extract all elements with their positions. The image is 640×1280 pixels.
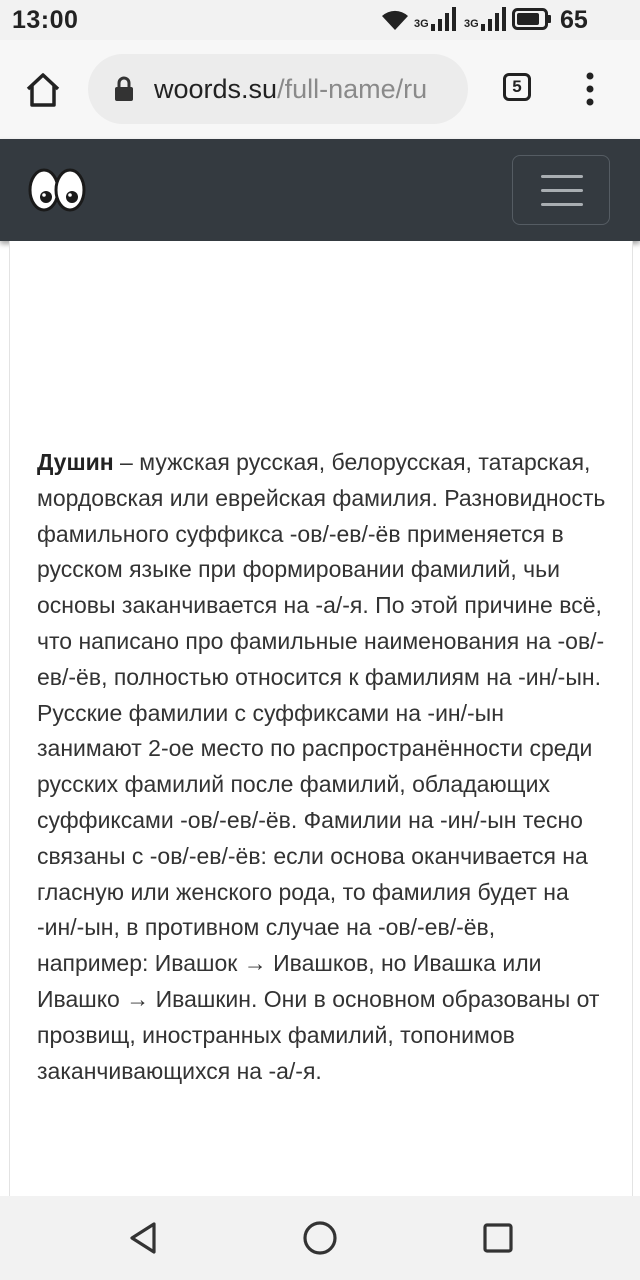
network-type-1: 3G: [414, 18, 429, 30]
site-navbar: [0, 139, 640, 241]
status-time: 13:00: [12, 6, 79, 34]
hamburger-line: [541, 175, 583, 178]
article-body: [37, 445, 607, 1089]
wifi-icon: [380, 8, 410, 32]
home-circle-icon[interactable]: [302, 1220, 338, 1256]
back-icon[interactable]: [126, 1220, 160, 1256]
recents-icon[interactable]: [482, 1222, 514, 1254]
menu-toggle-button[interactable]: [512, 155, 610, 225]
system-navigation-bar: [0, 1196, 640, 1280]
signal-icon-2: [480, 6, 506, 32]
address-bar[interactable]: [88, 54, 468, 124]
battery-icon: [512, 8, 552, 30]
battery-percent: 65: [560, 6, 588, 34]
surname-title: Душин: [37, 449, 114, 475]
article-text: – мужская русская, белорусская, татарская, мордовская или еврейская фамилия. Разновидность фамильного суффикса -ов/-ев/-ёв применяется в русском языке при формировании фамилий, чьи основы заканчивается на -а/-я. По этой причине всё, что написано про фамильные наименования на -ов/-ев/-ёв, полностью относится к фамилиям на -ин/-ын. Русские фамилии с суффиксами на -ин/-ын занимают 2-ое место по распространённости среди русских фамилий после фамилий, обладающих суффиксами -ов/-ев/-ёв. Фамилии на -ин/-ын тесно связаны с -ов/-ев/-ёв: если основа оканчивается на гласную или женского рода, то фамилия будет на -ин/-ын, в противном случае на -ов/-ев/-ёв, например: Ивашок → Ивашков, но Ивашка или Ивашко → Ивашкин. Они в основном образованы от прозвищ, иностранных фамилий, топонимов заканчивающихся на -а/-я.: [37, 449, 606, 1084]
network-type-2: 3G: [464, 18, 479, 30]
browser-toolbar: [0, 40, 640, 139]
status-bar: [0, 0, 640, 40]
url-domain: woords.su: [154, 74, 278, 104]
site-logo-icon[interactable]: [26, 165, 88, 215]
home-icon[interactable]: [24, 72, 62, 108]
hamburger-line: [541, 189, 583, 192]
url-path: /full-name/ru: [277, 74, 428, 104]
more-options-icon[interactable]: [580, 70, 600, 110]
signal-icon-1: [430, 6, 456, 32]
lock-icon: [114, 76, 134, 102]
hamburger-line: [541, 203, 583, 206]
url-text: [154, 74, 454, 105]
tab-switcher-button[interactable]: 5: [503, 73, 531, 101]
